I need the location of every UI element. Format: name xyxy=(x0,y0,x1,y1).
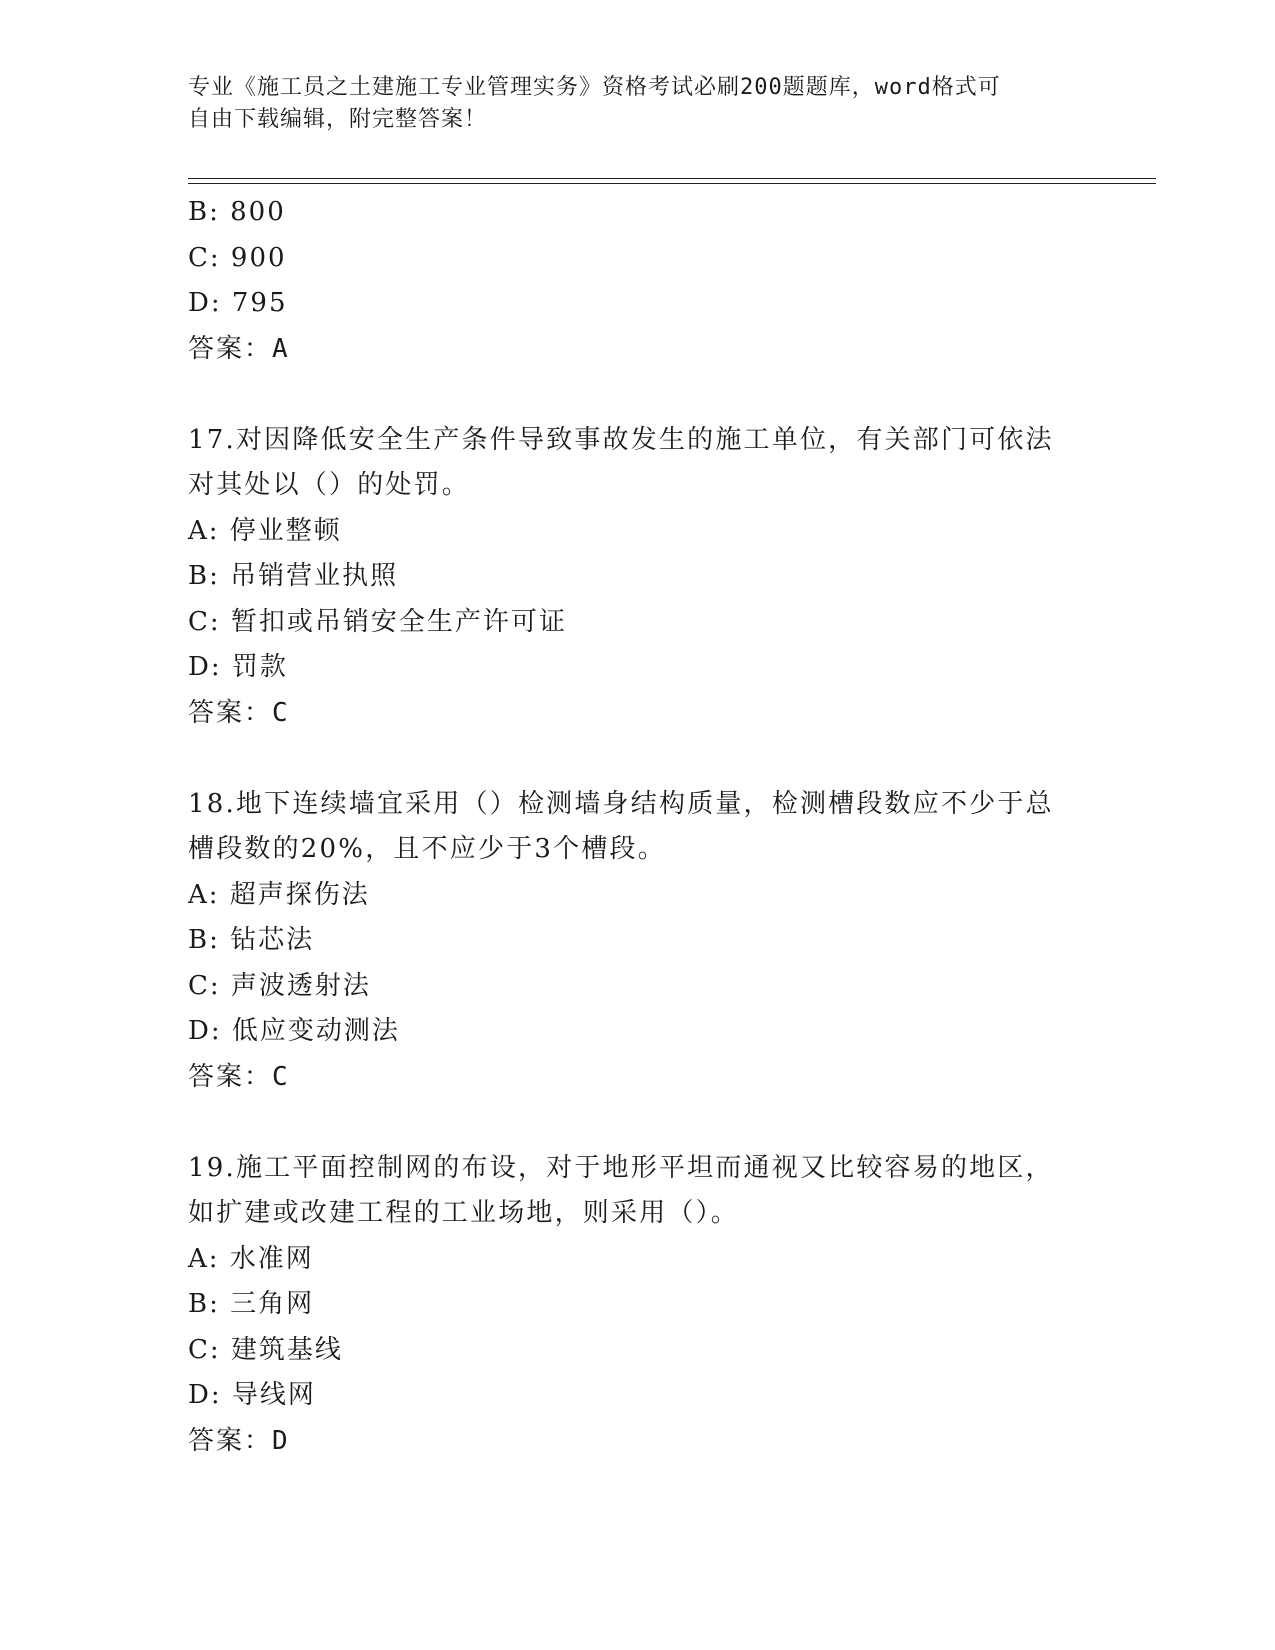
option-c: C: 900 xyxy=(188,242,287,273)
stem-line-2: 如扩建或改建工程的工业场地，则采用（）。 xyxy=(188,1198,740,1228)
header-line-1: 专业《施工员之土建施工专业管理实务》资格考试必刷200题题库，word格式可 xyxy=(188,75,1001,100)
option-b: B: 吊销营业执照 xyxy=(188,561,399,591)
option-a: A: 超声探伤法 xyxy=(188,879,370,910)
question-17 xyxy=(188,418,1088,737)
stem-line-1: 18.地下连续墙宜采用（）检测墙身结构质量，检测槽段数应不少于总 xyxy=(188,788,1054,819)
option-d: D: 导线网 xyxy=(188,1380,316,1410)
stem-line-2: 槽段数的20%，且不应少于3个槽段。 xyxy=(188,834,666,864)
answer: 答案：C xyxy=(188,697,290,728)
option-c: C: 声波透射法 xyxy=(188,970,371,1001)
question-stem xyxy=(188,1146,1088,1237)
option-a: A: 停业整顿 xyxy=(188,515,342,546)
header-rule-bottom xyxy=(188,183,1156,184)
answer: 答案：D xyxy=(188,1425,290,1456)
document-header xyxy=(188,72,1088,136)
option-d: D: 罚款 xyxy=(188,652,288,682)
answer: 答案：A xyxy=(188,333,290,364)
header-rule-top xyxy=(188,178,1156,179)
answer: 答案：C xyxy=(188,1061,290,1092)
option-c: C: 建筑基线 xyxy=(188,1334,343,1365)
option-b: B: 钻芯法 xyxy=(188,925,315,955)
option-b: B: 800 xyxy=(188,197,286,227)
question-stem xyxy=(188,782,1088,873)
stem-line-1: 17.对因降低安全生产条件导致事故发生的施工单位，有关部门可依法 xyxy=(188,424,1054,455)
option-a: A: 水准网 xyxy=(188,1243,314,1274)
header-line-2: 自由下载编辑，附完整答案！ xyxy=(188,107,488,132)
document-body xyxy=(188,190,1088,1464)
option-d: D: 低应变动测法 xyxy=(188,1016,400,1046)
question-19 xyxy=(188,1146,1088,1465)
option-d: D: 795 xyxy=(188,288,288,318)
question-fragment xyxy=(188,190,1088,372)
option-b: B: 三角网 xyxy=(188,1289,315,1319)
stem-line-2: 对其处以（）的处罚。 xyxy=(188,470,471,500)
question-stem xyxy=(188,418,1088,509)
option-c: C: 暂扣或吊销安全生产许可证 xyxy=(188,606,567,637)
stem-line-1: 19.施工平面控制网的布设，对于地形平坦而通视又比较容易的地区， xyxy=(188,1152,1054,1183)
question-18 xyxy=(188,782,1088,1101)
